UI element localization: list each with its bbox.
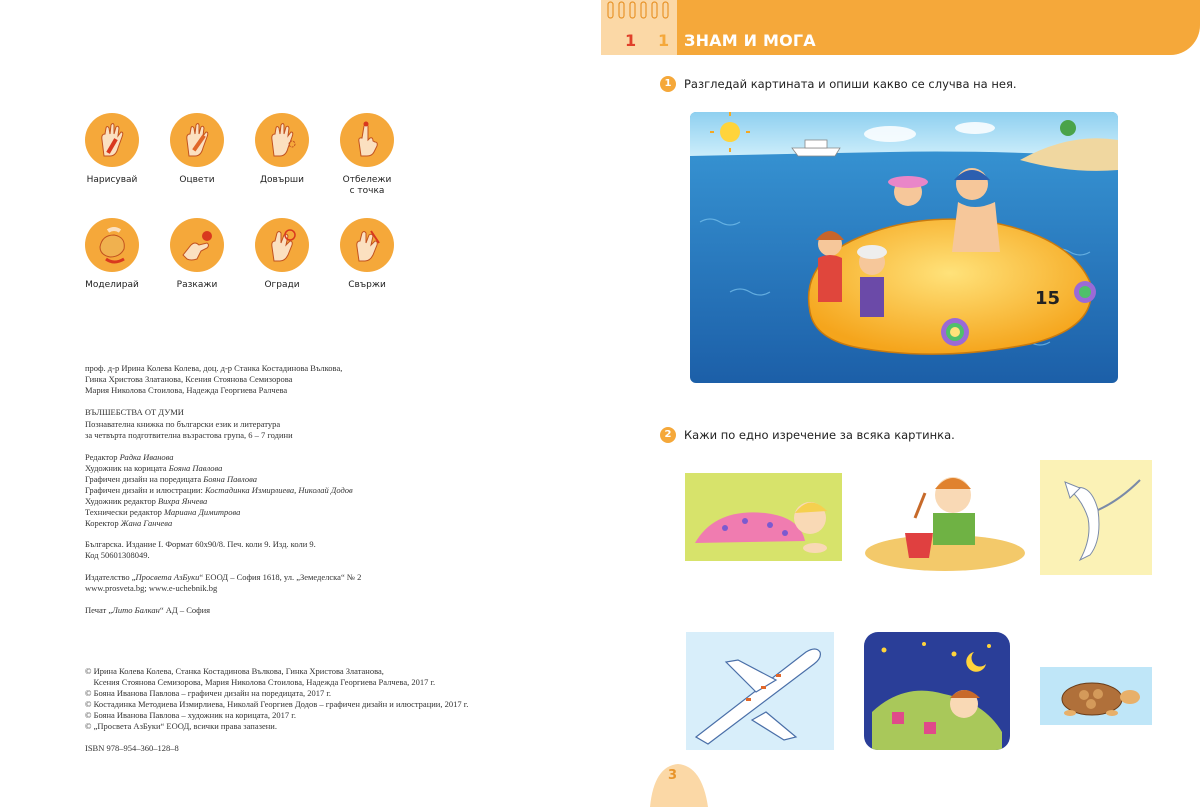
picture-baby-crawling <box>685 473 842 561</box>
legend-item-color <box>157 113 237 186</box>
legend-label: Оцвети <box>179 175 215 185</box>
legend-item-draw <box>72 113 152 186</box>
copyright-line: © Ирина Колева Колева, Станка Костадинова Вълкова, Гинка Христова Златанова, <box>85 666 384 676</box>
hand-dot-icon <box>340 113 394 167</box>
edition-line: Код 50601308049. <box>85 550 150 560</box>
header-number-b: 1 <box>658 31 670 50</box>
hand-line-icon <box>340 218 394 272</box>
legend-item-circle <box>242 218 322 291</box>
hand-pencil-icon <box>85 113 139 167</box>
hand-circle-icon <box>255 218 309 272</box>
sea-boat-illustration <box>690 112 1118 383</box>
legend-label: Огради <box>264 280 300 290</box>
credit-line: Художник на корицата Бояна Павлова <box>85 463 223 473</box>
page-number-tab <box>650 758 710 807</box>
picture-turtle <box>1040 667 1152 725</box>
websites-line: www.prosveta.bg; www.e-uchebnik.bg <box>85 583 218 593</box>
credit-line: Технически редактор Мариана Димитрова <box>85 507 241 517</box>
copyright-line: Ксения Стоянова Семизорова, Мария Николова Стоилова, Надежда Георгиева Ралчева, 2017 г. <box>85 677 436 687</box>
hand-crayon-icon <box>170 113 224 167</box>
copyright-line: © Костадинка Методиева Измирлиева, Николай Георгиев Додов – графичен дизайн и илюстрации, 2017 г. <box>85 699 469 709</box>
edition-line: Българска. Издание I. Формат 60х90/8. Печ. коли 9. Изд. коли 9. <box>85 539 316 549</box>
copyright-line: © „Просвета АзБуки“ ЕООД, всички права запазени. <box>85 721 277 731</box>
authors-line: Мария Николова Стоилова, Надежда Георгиева Ралчева <box>85 385 288 395</box>
authors-line: проф. д-р Ирина Колева Колева, доц. д-р Станка Костадинова Вълкова, <box>85 363 343 373</box>
legend-label: Свържи <box>348 280 386 290</box>
task-instruction: Кажи по едно изречение за всяка картинка. <box>684 428 955 442</box>
legend-label: Нарисувай <box>86 175 138 185</box>
publisher-line: Издателство „Просвета АзБуки“ ЕООД – София 1618, ул. „Земеделска“ № 2 <box>85 572 362 582</box>
legend-label: Разкажи <box>176 280 218 290</box>
page-number: 3 <box>668 768 678 783</box>
copyright-line: © Бояна Иванова Павлова – художник на корицата, 2017 г. <box>85 710 296 720</box>
isbn: ISBN 978–954–360–128–8 <box>85 743 179 753</box>
picture-sleeping-girl <box>864 632 1010 750</box>
credit-line: Графичен дизайн и илюстрации: Костадинка Измирлиева, Николай Додов <box>85 485 353 495</box>
hand-clay-icon <box>85 218 139 272</box>
task-instruction: Разгледай картината и опиши какво се случва на нея. <box>684 77 1017 91</box>
boat-number: 15 <box>1035 288 1061 309</box>
book-title: ВЪЛШЕБСТВА ОТ ДУМИ <box>85 407 184 417</box>
copyright-line: © Бояна Иванова Павлова – графичен дизайн на поредицата, 2017 г. <box>85 688 332 698</box>
legend-item-mark-dot <box>327 113 407 197</box>
star-icon <box>882 642 992 657</box>
legend-item-connect <box>327 218 407 291</box>
book-subtitle-line: за четвърта подготвителна възрастова група, 6 – 7 години <box>85 430 293 440</box>
legend-item-tell <box>157 218 237 291</box>
picture-child-sandbox <box>855 463 1025 573</box>
credit-line: Редактор Радка Иванова <box>85 452 174 462</box>
section-title: ЗНАМ И МОГА <box>684 31 816 50</box>
credit-line: Художник редактор Вихра Янчева <box>85 496 208 506</box>
authors-line: Гинка Христова Златанова, Ксения Стоянова Семизорова <box>85 374 293 384</box>
printer-line: Печат „Лито Балкан“ АД – София <box>85 605 211 615</box>
legend-item-complete <box>242 113 322 186</box>
legend-label: Отбележи с точка <box>342 175 392 196</box>
hand-complete-icon <box>255 113 309 167</box>
legend-label: Моделирай <box>85 280 139 290</box>
book-subtitle-line: Познавателна книжка по български език и литература <box>85 419 281 429</box>
picture-airplane <box>686 632 834 750</box>
legend-label: Довърши <box>260 175 304 185</box>
spiral-binding-icon <box>604 0 674 24</box>
picture-flying-bird <box>1040 460 1152 575</box>
credit-line: Коректор Жана Ганчева <box>85 518 173 528</box>
hand-speak-icon <box>170 218 224 272</box>
task-number: 1 <box>660 76 676 92</box>
credit-line: Графичен дизайн на поредицата Бояна Павлова <box>85 474 257 484</box>
task-number: 2 <box>660 427 676 443</box>
header-number-a: 1 <box>625 31 637 50</box>
legend-item-model <box>72 218 152 291</box>
